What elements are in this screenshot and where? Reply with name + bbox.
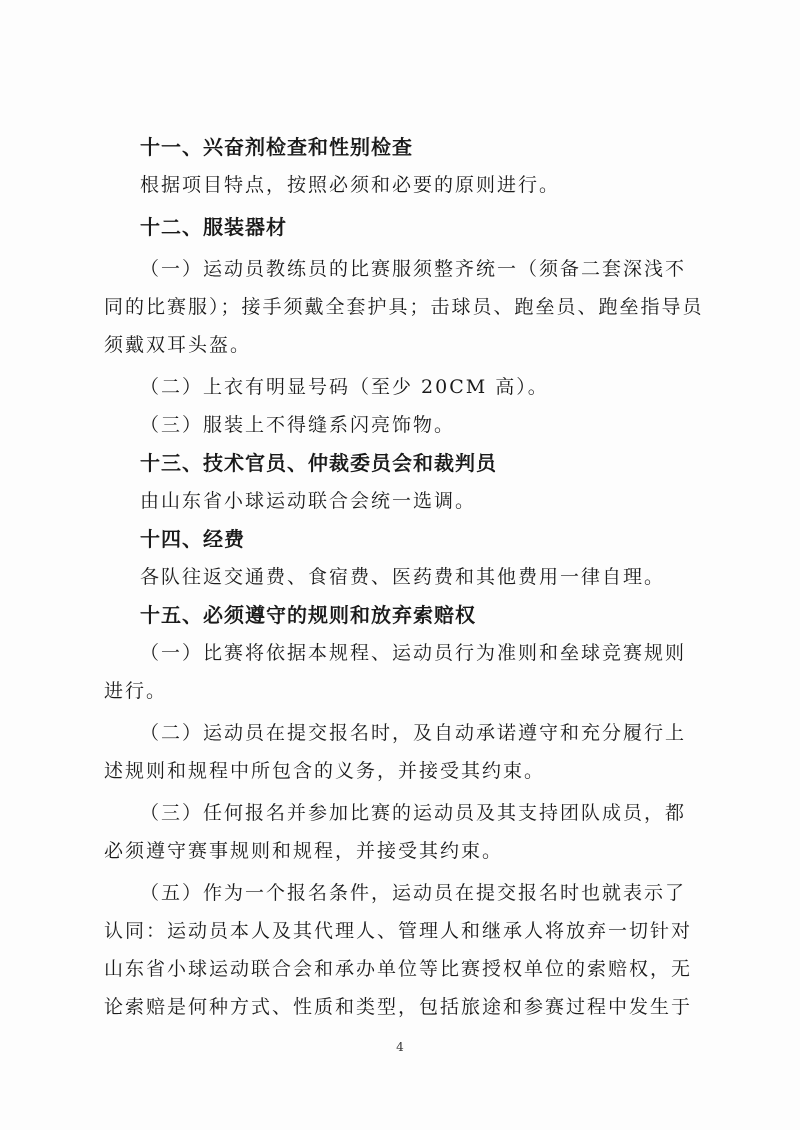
section-15-item-5 [104, 874, 700, 1026]
section-heading-11: 十一、兴奋剂检查和性别检查 [140, 135, 413, 159]
section-12-item-1 [104, 250, 704, 364]
section-13-text [140, 482, 700, 520]
page-number: 4 [396, 1040, 404, 1054]
section-heading-12: 十二、服装器材 [140, 215, 287, 239]
text-line: 必须遵守赛事规则和规程，并接受其约束。 [104, 840, 504, 862]
section-11-text [140, 166, 700, 204]
section-14-text [140, 558, 700, 596]
text-line: 由山东省小球运动联合会统一选调。 [140, 490, 477, 512]
text-line: 述规则和规程中所包含的义务，并接受其约束。 [104, 760, 546, 782]
section-heading-15: 十五、必须遵守的规则和放弃索赔权 [140, 603, 476, 627]
text-line: 进行。 [104, 680, 168, 702]
section-15-item-1 [104, 634, 700, 710]
text-line: （三）任何报名并参加比赛的运动员及其支持团队成员，都 [140, 802, 687, 824]
section-15-item-3 [104, 794, 700, 870]
section-12-item-2 [140, 368, 700, 406]
text-line: （五）作为一个报名条件，运动员在提交报名时也就表示了 [140, 882, 687, 904]
section-15-item-2 [104, 714, 700, 790]
section-12-item-3 [140, 406, 700, 444]
text-line: 认同：运动员本人及其代理人、管理人和继承人将放弃一切针对 [104, 920, 693, 942]
text-line: 各队往返交通费、食宿费、医药费和其他费用一律自理。 [140, 566, 666, 588]
text-line: 同的比赛服）；接手须戴全套护具；击球员、跑垒员、跑垒指导员 [104, 296, 704, 318]
text-line: 须戴双耳头盔。 [104, 334, 252, 356]
section-heading-14: 十四、经费 [140, 527, 245, 551]
text-line: （二）运动员在提交报名时，及自动承诺遵守和充分履行上 [140, 722, 687, 744]
text-line: （二）上衣有明显号码（至少 20CM 高）。 [140, 376, 549, 398]
document-body [104, 128, 704, 1026]
text-line: 根据项目特点，按照必须和必要的原则进行。 [140, 174, 561, 196]
text-line: 山东省小球运动联合会和承办单位等比赛授权单位的索赔权，无 [104, 958, 693, 980]
section-heading-13: 十三、技术官员、仲裁委员会和裁判员 [140, 451, 497, 475]
text-line: （一）运动员教练员的比赛服须整齐统一（须备二套深浅不 [140, 258, 687, 280]
text-line: （三）服装上不得缝系闪亮饰物。 [140, 414, 456, 436]
text-line: 论索赔是何种方式、性质和类型，包括旅途和参赛过程中发生于 [104, 996, 693, 1018]
text-line: （一）比赛将依据本规程、运动员行为准则和垒球竞赛规则 [140, 642, 687, 664]
